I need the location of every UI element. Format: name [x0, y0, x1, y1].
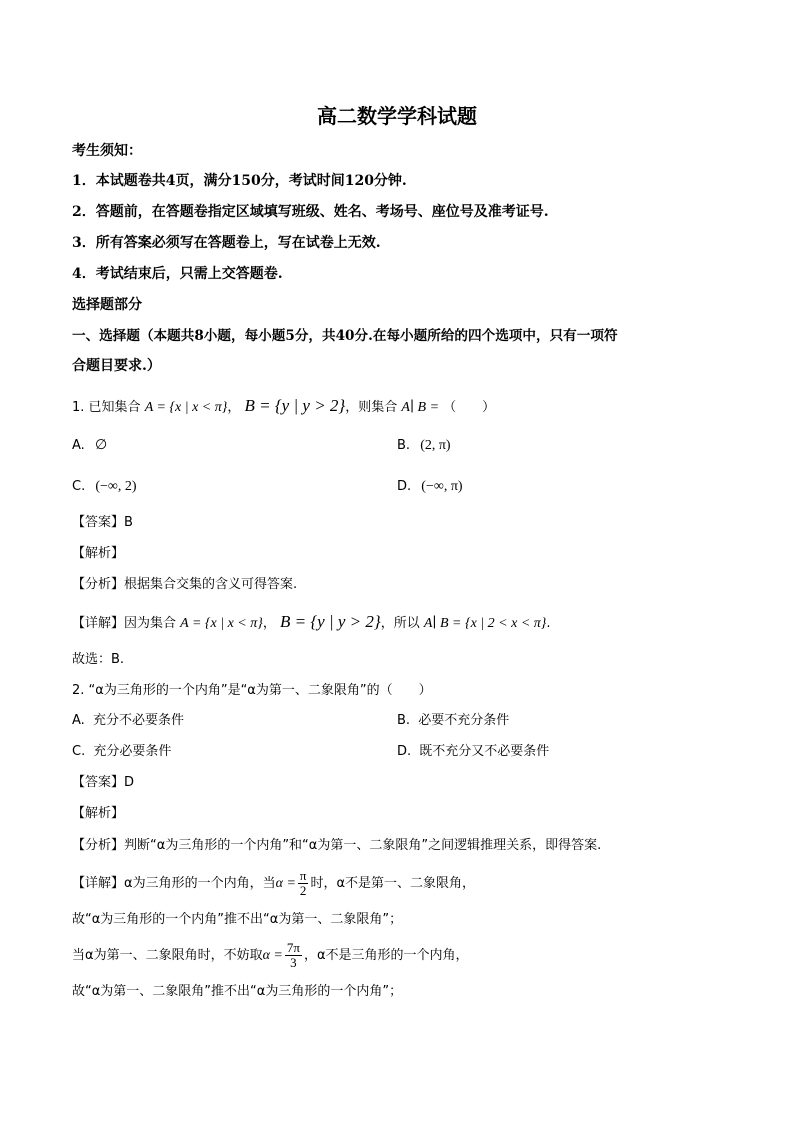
q1-option-a-text: ∅	[94, 438, 108, 453]
q1-option-b-text: (2, π)	[420, 438, 451, 453]
q2-detail2: 故“α为三角形的一个内角”推不出“α为第一、二象限角”；	[72, 912, 403, 927]
q2-xiangjie-tag: 【详解】	[72, 876, 125, 891]
q1-option-c	[72, 477, 137, 497]
q1-option-b-label: B.	[397, 438, 411, 453]
q2-detail1-denominator: 2	[299, 883, 307, 898]
q1-option-a	[72, 436, 107, 456]
q2-answer-value: D	[124, 775, 135, 790]
q1-xiangjie-pre: 因为集合	[124, 616, 177, 631]
q2-option-b	[397, 711, 509, 731]
q2-option-d-label: D.	[397, 744, 412, 759]
q2-detail3-numerator: 7π	[286, 940, 300, 955]
q2-detail1-a: α为三角形的一个内角，当	[124, 876, 276, 891]
q1-prefix: 1. 已知集合	[72, 400, 141, 415]
q2-detail3-eq: α =	[262, 948, 283, 963]
q2-detail3-denominator: 3	[290, 955, 297, 970]
q1-fenxi	[72, 575, 297, 595]
notice-item-1: 1．本试题卷共4页，满分150分，考试时间120分钟.	[72, 173, 407, 189]
q1-xiangjie-result: A∣ B = {x | 2 < x < π}	[423, 616, 547, 631]
q2-option-b-label: B.	[397, 713, 411, 728]
q2-option-d	[397, 742, 549, 762]
q1-xiangjie-comma: ，	[262, 616, 276, 631]
section-part-label: 选择题部分	[72, 297, 142, 313]
notice-item-3: 3．所有答案必须写在答题卷上，写在试卷上无效.	[72, 235, 381, 251]
q1-option-d-label: D.	[397, 479, 412, 494]
q1-expression: A∣ B =	[401, 400, 440, 415]
q1-xiangjie-mid: ，所以	[380, 616, 420, 631]
notice-heading: 考生须知：	[72, 143, 142, 159]
notice-item-2: 2．答题前，在答题卷指定区域填写班级、姓名、考场号、座位号及准考证号.	[72, 204, 549, 220]
q2-analysis-tag: 【解析】	[72, 806, 125, 821]
q1-analysis-tag: 【解析】	[72, 546, 125, 561]
q1-set-a: A = {x | x < π}	[144, 400, 228, 415]
q2-detail1-numerator: π	[299, 868, 307, 883]
q2-option-a-text: 充分不必要条件	[92, 713, 184, 728]
notice-item-4: 4．考试结束后，只需上交答题卷.	[72, 266, 283, 282]
q1-answer	[72, 513, 133, 533]
q2-stem: 2. “α为三角形的一个内角”是“α为第一、二象限角”的（ ）	[72, 683, 432, 698]
q1-xiangjie-tag: 【详解】	[72, 616, 125, 631]
q2-option-a	[72, 711, 184, 731]
q2-answer-tag: 【答案】	[72, 775, 125, 790]
q1-xiangjie-end: .	[546, 616, 551, 631]
q2-option-c-label: C.	[72, 744, 86, 759]
q1-conclusion: 故选：B.	[72, 652, 125, 667]
q1-set-b: B = {y | y > 2}	[244, 396, 346, 415]
q2-fenxi-text: 判断“α为三角形的一个内角”和“α为第一、二象限角”之间逻辑推理关系，即得答案.	[124, 838, 602, 853]
q2-detail3-fraction	[285, 941, 302, 970]
q1-stem	[72, 396, 495, 418]
q2-detail1-eq: α =	[275, 876, 296, 891]
q2-answer	[72, 773, 134, 793]
q2-option-c	[72, 742, 171, 762]
q1-option-d-text: (−∞, π)	[421, 479, 463, 494]
q2-detail3-a: 当α为第一、二象限角时，不妨取	[72, 948, 263, 963]
q1-option-a-label: A.	[72, 438, 85, 453]
q2-option-a-label: A.	[72, 713, 85, 728]
q2-detail1-fraction	[298, 869, 309, 898]
q1-option-c-label: C.	[72, 479, 86, 494]
q1-fenxi-tag: 【分析】	[72, 577, 125, 592]
section-heading-line1: 一、选择题（本题共8小题，每小题5分，共40分.在每小题所给的四个选项中，只有一项符	[72, 328, 618, 344]
q1-answer-tag: 【答案】	[72, 515, 125, 530]
q1-xiangjie	[72, 612, 551, 634]
q1-ask: ，则集合	[345, 400, 398, 415]
q2-detail3-b: ，α不是三角形的一个内角，	[303, 948, 469, 963]
q2-option-d-text: 既不充分又不必要条件	[419, 744, 550, 759]
q2-detail3	[72, 940, 469, 972]
q1-fenxi-text: 根据集合交集的含义可得答案.	[124, 577, 298, 592]
page-title: 高二数学学科试题	[317, 104, 477, 128]
q2-fenxi	[72, 836, 601, 856]
q1-paren: （ ）	[443, 400, 496, 415]
q2-detail1-b: 时，α不是第一、二象限角，	[310, 876, 476, 891]
section-heading-line2: 合题目要求.）	[72, 358, 161, 374]
q1-xiangjie-set-a: A = {x | x < π}	[180, 616, 263, 631]
q2-detail4: 故“α为第一、二象限角”推不出“α为三角形的一个内角”；	[72, 984, 403, 999]
q2-fenxi-tag: 【分析】	[72, 838, 125, 853]
q1-answer-value: B	[124, 515, 133, 530]
q1-option-d	[397, 477, 463, 497]
q1-comma: ，	[227, 400, 241, 415]
q2-option-c-text: 充分必要条件	[93, 744, 172, 759]
q1-option-c-text: (−∞, 2)	[95, 479, 137, 494]
q2-xiangjie-line1	[72, 868, 475, 900]
q2-option-b-text: 必要不充分条件	[418, 713, 510, 728]
q1-option-b	[397, 436, 451, 456]
q1-xiangjie-set-b: B = {y | y > 2}	[280, 612, 381, 631]
